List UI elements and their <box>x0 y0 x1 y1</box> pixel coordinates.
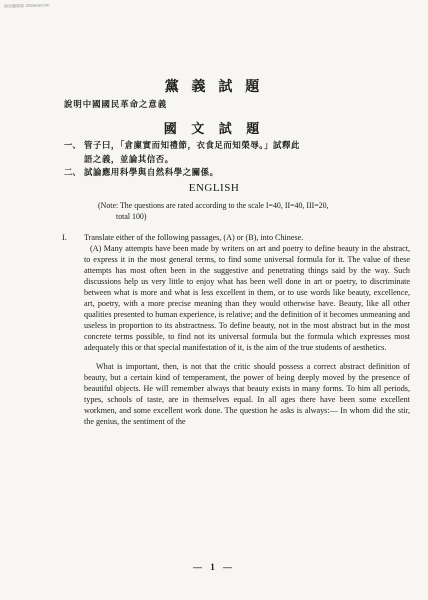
page-number: — 1 — <box>193 562 235 572</box>
note-line-2: total 100) <box>116 212 147 221</box>
note-line-1: (Note: The questions are rated according to the scale I=40, II=40, III=20, <box>98 201 329 210</box>
cn-question-1-num: 一、 <box>64 140 81 150</box>
watermark: 國家圖書館 1934exam.tw <box>3 2 49 9</box>
chinese-exam-title: 國 文 試 題 <box>163 122 265 137</box>
question-number: I. <box>62 233 67 242</box>
instruction: Translate either of the following passages, (A) or (B), into Chinese. <box>84 233 304 242</box>
party-doctrine-title: 黨 義 試 題 <box>164 79 264 95</box>
scoring-note <box>98 200 418 222</box>
english-heading: ENGLISH <box>188 182 240 194</box>
cn-question-1-line2: 語之義，並論其信否。 <box>84 154 174 164</box>
cn-question-2-num: 二、 <box>64 167 81 177</box>
cn-question-2-text: 試論應用科學與自然科學之關係。 <box>84 167 219 177</box>
passage-a-continued: What is important, then, is not that the critic should possess a correct abstract definition of beauty, but a certain kind of temperament, the power of being deeply moved by the presence of beautiful objects. He will remember always that beauty exists in many forms. To him all periods, types, schools of taste, are in themselves equal. In all ages there have been some excellent workmen, and some excellent work done. The question he asks is always:— In whom did the stir, the genius, the sentiment of the <box>84 362 410 427</box>
party-doctrine-question: 說明中國國民革命之意義 <box>64 99 168 109</box>
passage-a: (A) Many attempts have been made by writers on art and poetry to define beauty in the abstract, to express it in the most general terms, to find some universal formula for it. The value of these attempts has most often been in the suggestive and penetrating things said by the way. Such discussions help us very little to enjoy what has been well done in art or poetry, to discriminate between what is more and what is less excellent in them, or to use words like beauty, excellence, art, poetry, with a more precise meaning than they would otherwise have. Beauty, like all other qualities presented to human experience, is relative; and the definition of it becomes unmeaning and useless in proportion to its abstractness. To define beauty, not in the most abstract but in the most concrete terms possible, to find not its universal formula but the formula which expresses most adequately this or that special manifestation of it, is the aim of the true students of aesthetics. <box>84 243 410 352</box>
cn-question-1-line1: 管子曰，「倉廩實而知禮節，衣食足而知榮辱。」試釋此 <box>84 140 300 150</box>
question-body <box>84 233 410 428</box>
